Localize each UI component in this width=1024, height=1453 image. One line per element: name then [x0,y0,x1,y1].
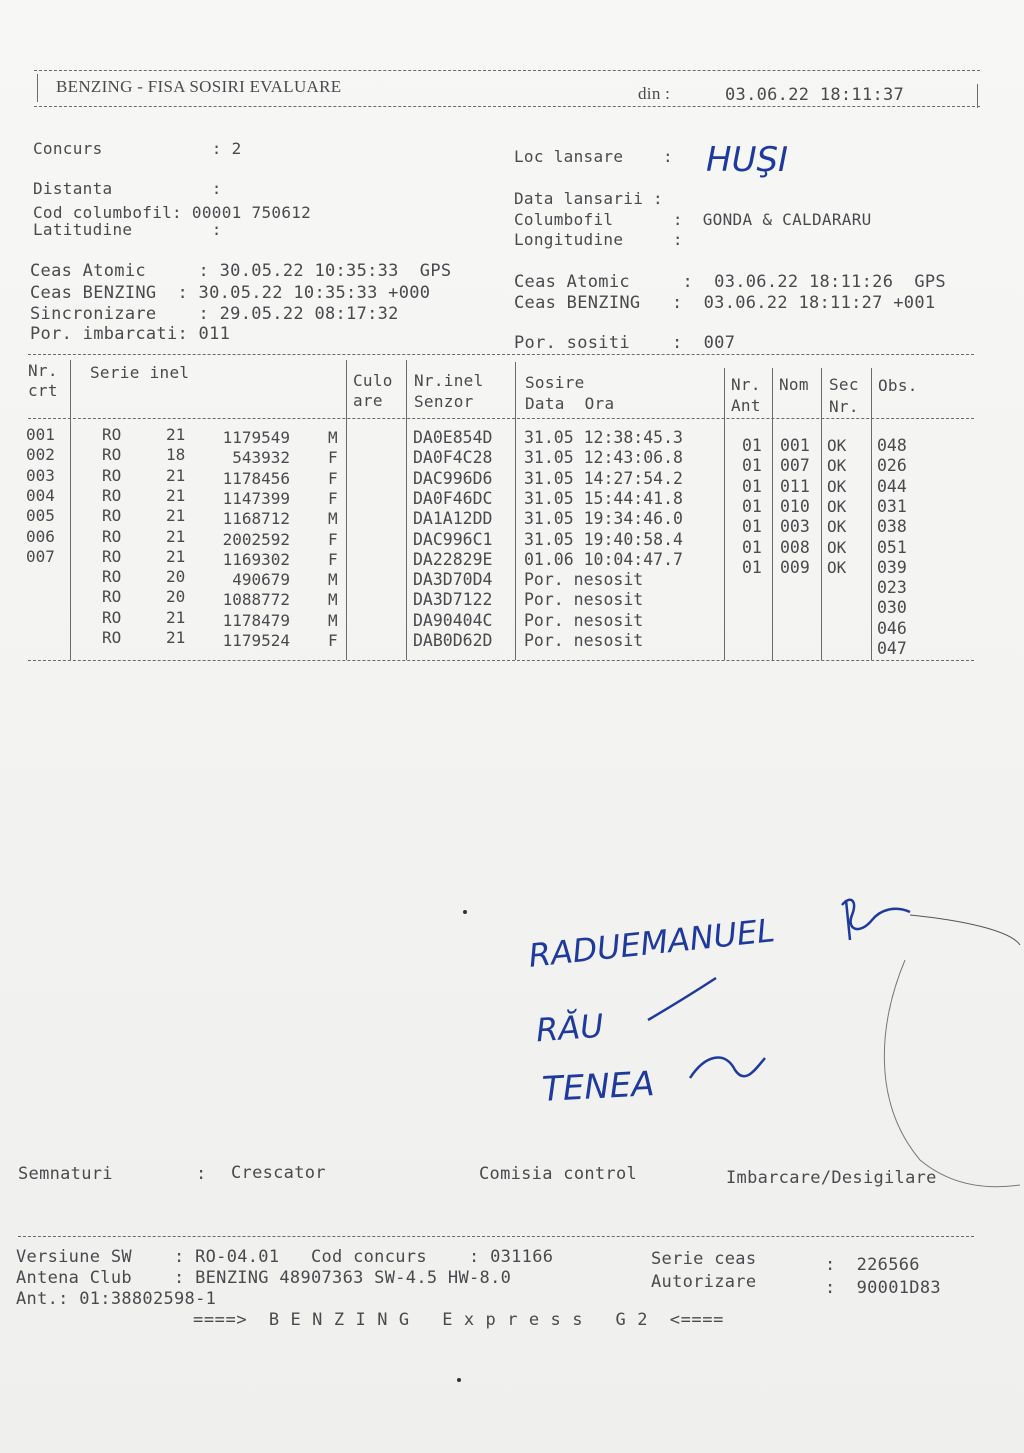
crescator-label: Crescator [231,1163,326,1183]
row-obs: 046 [877,618,907,638]
row-senzor: DAC996C1 [413,529,493,549]
table-bottom-rule [28,660,974,661]
row-sosire: 31.05 19:40:58.4 [524,529,683,549]
row-year: 21 [166,546,186,566]
header-left-border [37,74,38,102]
col-divider [70,360,71,660]
header-top-rule [34,70,980,71]
row-ant: 01 [742,476,762,496]
header-sec-nr: Nr. [829,397,859,416]
row-sex: F [328,468,338,488]
header-senzor: Senzor [414,392,474,411]
header-data-ora: Data Ora [525,394,615,413]
header-nr-ant-1: Nr. [731,375,761,394]
row-sosire: Por. nesosit [524,570,644,590]
row-crt: 004 [26,485,55,505]
header-nom: Nom [779,375,809,394]
row-nom: 008 [780,537,810,557]
ceas-benzing-end: Ceas BENZING : 03.06.22 18:11:27 +001 [514,293,936,313]
row-sosire: 31.05 19:34:46.0 [524,509,683,529]
row-ring: 1168712 [222,509,290,529]
row-year: 21 [166,607,186,627]
row-year: 20 [166,567,186,587]
col-divider [821,368,822,660]
table-header-rule [28,418,974,419]
ceas-atomic-start: Ceas Atomic : 30.05.22 10:35:33 GPS [30,261,452,281]
row-ant: 01 [742,537,762,557]
document-title: BENZING - FISA SOSIRI EVALUARE [56,77,342,96]
row-ant: 01 [742,517,762,537]
row-sosire: 31.05 15:44:41.8 [524,488,683,508]
row-ant: 01 [742,496,762,516]
row-country: RO [102,567,122,587]
row-obs: 039 [877,557,907,577]
handwritten-signature-line-1: RADUEMANUEL [526,911,777,975]
col-divider [346,360,347,660]
row-ring: 1179549 [222,428,290,447]
row-year: 21 [166,526,186,546]
col-divider [406,360,407,660]
row-year: 21 [166,506,186,526]
row-obs: 048 [877,436,907,455]
row-sex: F [328,549,338,569]
row-sec: OK [827,436,847,455]
col-divider [724,368,725,660]
row-crt: 002 [26,445,55,465]
row-ring: 1179524 [222,631,290,650]
header-crt: crt [28,381,58,400]
row-sex: F [328,488,338,508]
row-year: 21 [166,465,186,485]
row-sex: F [328,529,338,549]
row-year: 21 [166,425,186,444]
row-senzor: DAB0D62D [413,631,493,650]
versiune-sw-line: Versiune SW : RO-04.01 Cod concurs : 031166 [16,1247,554,1267]
row-ant: 01 [742,557,762,577]
row-crt: 003 [26,465,55,485]
row-obs: 047 [877,639,907,658]
row-country: RO [102,628,122,647]
row-sosire: Por. nesosit [524,610,644,630]
header-nr-inel: Nr.inel [414,371,484,390]
row-ring: 543932 [232,448,290,468]
semnaturi-colon: : [196,1164,207,1184]
data-lansarii-field: Data lansarii : [514,189,663,208]
header-nr: Nr. [28,361,58,380]
row-obs: 023 [877,578,907,598]
row-ring: 1088772 [222,590,290,610]
col-divider [772,368,773,660]
row-sex: M [328,509,338,529]
row-nom: 007 [780,456,810,476]
row-year: 18 [166,445,186,465]
row-obs: 051 [877,537,907,557]
row-ring: 490679 [232,570,290,590]
row-senzor: DA0F4C28 [413,448,493,468]
row-sex: M [328,570,338,590]
loc-lansare-field: Loc lansare : [514,147,673,166]
longitudine-field: Longitudine : [514,230,683,249]
benzing-express-banner: ====> B E N Z I N G E x p r e s s G 2 <==== [193,1310,724,1330]
header-obs: Obs. [878,376,918,395]
row-crt: 005 [26,506,55,526]
handwritten-signature-line-3: TENEA [541,1064,656,1110]
por-imbarcati-field: Por. imbarcati: 011 [30,324,231,344]
row-crt: 001 [26,425,55,444]
serie-ceas-value: : 226566 [825,1255,920,1275]
row-sex: F [328,448,338,468]
row-ring: 1178479 [222,610,290,630]
row-ant: 01 [742,436,762,455]
row-country: RO [102,526,122,546]
row-sosire: 01.06 10:04:47.7 [524,549,683,569]
row-sosire: Por. nesosit [524,631,644,650]
header-sec: Sec [829,375,859,394]
din-label: din : [638,84,671,103]
comisia-control-label: Comisia control [479,1164,638,1184]
por-sositi-field: Por. sositi : 007 [514,333,736,353]
semnaturi-label: Semnaturi [18,1164,113,1184]
row-year: 21 [166,628,186,647]
col-divider [515,362,516,660]
row-year: 21 [166,485,186,505]
row-sec: OK [827,517,847,537]
header-right-border [977,84,978,108]
row-country: RO [102,485,122,505]
row-crt: 006 [26,526,55,546]
concurs-field: Concurs : 2 [33,139,242,158]
row-country: RO [102,546,122,566]
row-country: RO [102,425,122,444]
row-sosire: Por. nesosit [524,590,644,610]
row-sex: M [328,428,338,447]
row-sec: OK [827,496,847,516]
row-senzor: DA3D7122 [413,590,493,610]
header-nr-ant-2: Ant [731,396,761,415]
row-ring: 1147399 [222,488,290,508]
row-senzor: DA0E854D [413,428,493,447]
distanta-field: Distanta : [33,179,222,198]
row-sec: OK [827,537,847,557]
row-sosire: 31.05 12:38:45.3 [524,428,683,447]
row-nom: 009 [780,557,810,577]
row-sosire: 31.05 14:27:54.2 [524,468,683,488]
antena-club-line: Antena Club : BENZING 48907363 SW-4.5 HW-8.0 [16,1268,512,1288]
row-country: RO [102,506,122,526]
footer-top-rule [18,1236,974,1237]
din-datetime: 03.06.22 18:11:37 [725,85,905,105]
handwritten-signature-line-2: RĂU [534,1006,605,1050]
row-country: RO [102,465,122,485]
header-culoare-1: Culo [353,371,393,390]
row-senzor: DA22829E [413,549,493,569]
row-sec: OK [827,557,847,577]
row-sosire: 31.05 12:43:06.8 [524,448,683,468]
row-country: RO [102,607,122,627]
row-country: RO [102,445,122,465]
row-nom: 011 [780,476,810,496]
autorizare-label: Autorizare [651,1272,757,1292]
row-senzor: DA1A12DD [413,509,493,529]
row-country: RO [102,587,122,607]
ant-line: Ant.: 01:38802598-1 [16,1289,217,1309]
row-obs: 044 [877,476,907,496]
row-ring: 1169302 [222,549,290,569]
row-obs: 030 [877,598,907,618]
row-senzor: DA3D70D4 [413,570,493,590]
row-senzor: DAC996D6 [413,468,493,488]
header-culoare-2: are [353,391,383,410]
row-senzor: DA90404C [413,610,493,630]
row-nom: 010 [780,496,810,516]
row-nom: 003 [780,517,810,537]
header-serie-inel: Serie inel [90,363,190,382]
autorizare-value: : 90001D83 [825,1278,941,1298]
loc-lansare-handwritten: HUŞI [706,140,789,180]
row-crt: 007 [26,546,55,566]
columbofil-field: Columbofil : GONDA & CALDARARU [514,210,872,229]
cod-columbofil-field: Cod columbofil: 00001 750612 [33,203,312,222]
row-obs: 038 [877,517,907,537]
latitudine-field: Latitudine : [33,220,222,239]
table-top-rule [28,354,974,355]
row-ant: 01 [742,456,762,476]
serie-ceas-label: Serie ceas [651,1249,757,1269]
row-sec: OK [827,476,847,496]
row-sex: M [328,610,338,630]
row-senzor: DA0F46DC [413,488,493,508]
row-ring: 2002592 [222,529,290,549]
row-sec: OK [827,456,847,476]
row-ring: 1178456 [222,468,290,488]
row-sex: F [328,631,338,650]
header-sosire: Sosire [525,373,585,392]
ceas-benzing-start: Ceas BENZING : 30.05.22 10:35:33 +000 [30,283,431,303]
row-year: 20 [166,587,186,607]
row-obs: 026 [877,456,907,476]
header-bottom-rule [34,106,980,107]
sincronizare-field: Sincronizare : 29.05.22 08:17:32 [30,304,399,324]
row-obs: 031 [877,496,907,516]
ceas-atomic-end: Ceas Atomic : 03.06.22 18:11:26 GPS [514,272,946,292]
row-nom: 001 [780,436,810,455]
row-sex: M [328,590,338,610]
col-divider [871,368,872,660]
imbarcare-desigilare-label: Imbarcare/Desigilare [726,1168,937,1188]
